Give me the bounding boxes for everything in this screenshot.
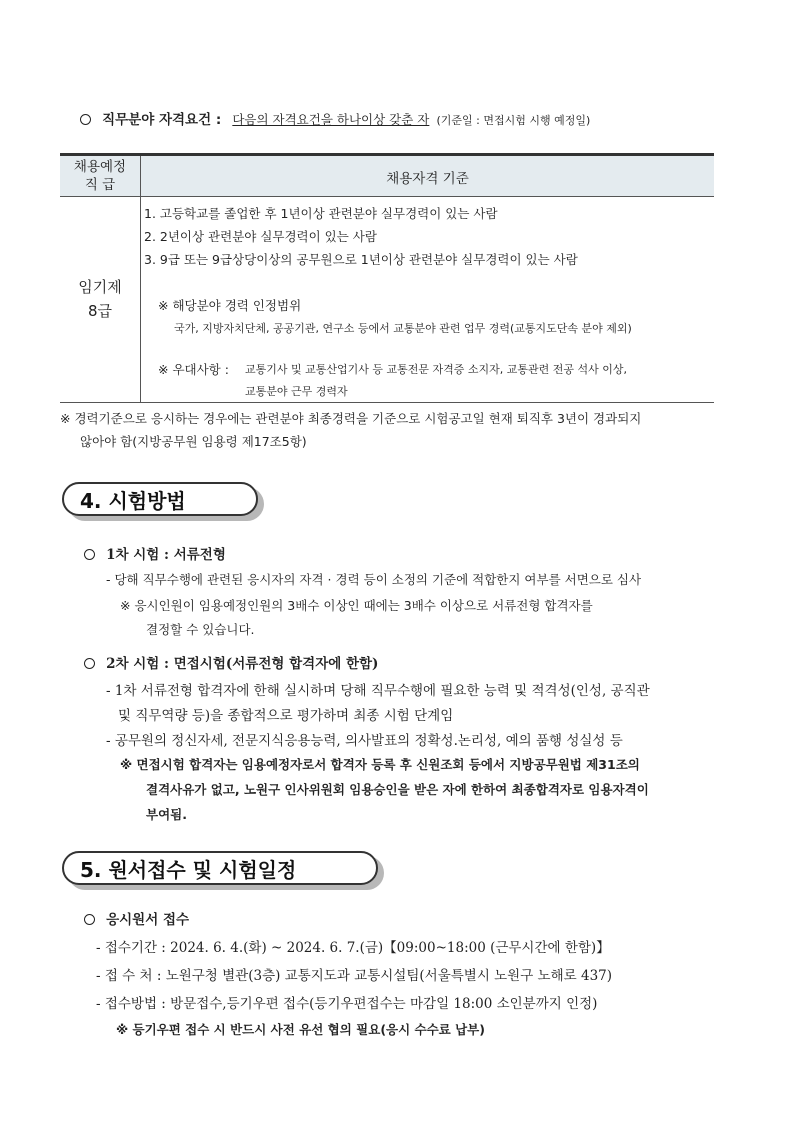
scope-title: ※ 해당분야 경력 인정범위	[158, 298, 302, 313]
stage1-line: - 당해 직무수행에 관련된 응시자의 자격 · 경력 등이 소정의 기준에 적합한지 여부를 서면으로 심사	[106, 572, 642, 587]
circle-bullet-icon	[84, 914, 95, 925]
stage1-note-1: ※ 응시인원이 임용예정인원의 3배수 이상인 때에는 3배수 이상으로 서류전형 합격자를	[120, 598, 593, 613]
stage2-line-3: - 공무원의 정신자세, 전문지식응용능력, 의사발표의 정확성.논리성, 예의 품행 성실성 등	[106, 733, 623, 749]
table-note-line-1: ※ 경력기준으로 응시하는 경우에는 관련분야 최종경력을 기준으로 시험공고일 현재 퇴직후 3년이 경과되지	[60, 411, 642, 426]
section-5-title: 5. 원서접수 및 시험일정	[62, 851, 378, 885]
application-note: ※ 등기우편 접수 시 반드시 사전 유선 협의 필요(응시 수수료 납부)	[116, 1022, 485, 1037]
qualification-line	[80, 108, 590, 128]
stage2-line-1: - 1차 서류전형 합격자에 한해 실시하며 당해 직무수행에 필요한 능력 및 적격성(인성, 공직관	[106, 683, 650, 699]
criteria-item: 1. 고등학교를 졸업한 후 1년이상 관련분야 실무경력이 있는 사람	[144, 206, 498, 221]
section-4-title: 4. 시험방법	[62, 482, 258, 516]
qualification-desc: 다음의 자격요건을 하나이상 갖춘 자	[232, 112, 430, 127]
qualification-label: 직무분야 자격요건 :	[102, 112, 222, 128]
stage2-heading: 2차 시험 : 면접시험(서류전형 합격자에 한함)	[84, 652, 378, 672]
qualification-basis: (기준일 : 면접시험 시행 예정일)	[436, 114, 591, 127]
scope-text: 국가, 지방자치단체, 공공기관, 연구소 등에서 교통분야 관련 업무 경력(교통지도단속 분야 제외)	[174, 322, 632, 335]
stage1-heading: 1차 시험 : 서류전형	[84, 543, 226, 563]
table-bottom-border	[60, 402, 714, 403]
circle-bullet-icon	[84, 658, 95, 669]
application-place: - 접 수 처 : 노원구청 별관(3층) 교통지도과 교통시설팀(서울특별시 노원구 노해로 437)	[96, 968, 613, 984]
circle-bullet-icon	[84, 549, 95, 560]
stage2-line-2: 및 직무역량 등)을 종합적으로 평가하며 최종 시험 단계임	[118, 708, 454, 724]
stage1-note-2: 결정할 수 있습니다.	[146, 622, 255, 637]
criteria-item: 3. 9급 또는 9급상당이상의 공무원으로 1년이상 관련분야 실무경력이 있는 사람	[144, 252, 578, 267]
application-period: - 접수기간 : 2024. 6. 4.(화) ~ 2024. 6. 7.(금)【09:00~18:00 (근무시간에 한함)】	[96, 940, 610, 956]
application-method: - 접수방법 : 방문접수,등기우편 접수(등기우편접수는 마감일 18:00 소인분까지 인정)	[96, 996, 598, 1012]
table-column-divider	[140, 156, 141, 403]
table-note-line-2: 않아야 함(지방공무원 임용령 제17조5항)	[80, 434, 307, 449]
preference-label: ※ 우대사항 :	[158, 362, 229, 377]
table-grade-cell: 임기제 8급	[78, 278, 122, 320]
circle-bullet-icon	[80, 114, 91, 125]
preference-line-1: 교통기사 및 교통산업기사 등 교통전문 자격증 소지자, 교통관련 전공 석사 이상,	[245, 363, 627, 376]
preference-line-2: 교통분야 근무 경력자	[245, 385, 348, 398]
stage2-note-2: 결격사유가 없고, 노원구 인사위원회 임용승인을 받은 자에 한하여 최종합격자로 임용자격이	[146, 782, 649, 797]
stage2-note-3: 부여됨.	[146, 807, 187, 822]
criteria-item: 2. 2년이상 관련분야 실무경력이 있는 사람	[144, 229, 377, 244]
table-head-position: 채용예정 직 급	[73, 159, 127, 193]
table-head-criteria: 채용자격 기준	[386, 171, 469, 187]
stage2-note-1: ※ 면접시험 합격자는 임용예정자로서 합격자 등록 후 신원조회 등에서 지방공무원법 제31조의	[120, 757, 640, 772]
application-heading: 응시원서 접수	[84, 908, 189, 928]
